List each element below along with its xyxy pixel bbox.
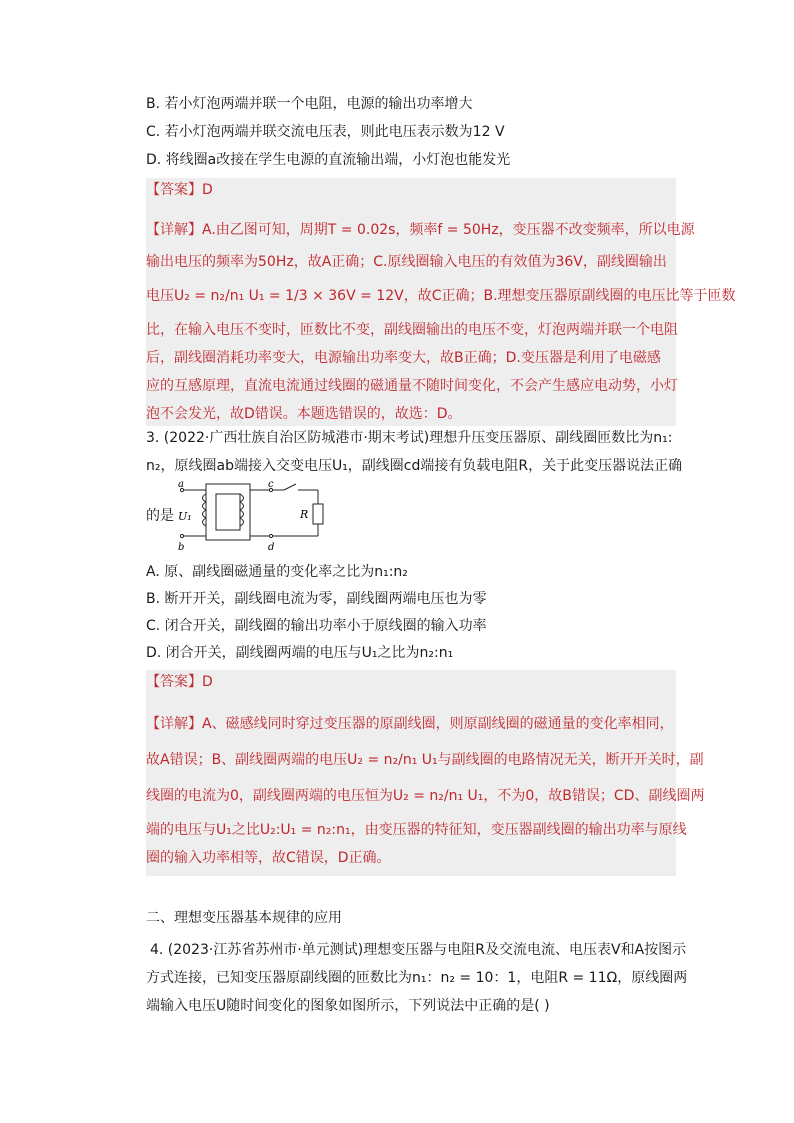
q2-option-c: C. 若小灯泡两端并联交流电压表，则此电压表示数为12 V [146,124,505,140]
q3-detail-line-3: 线圈的电流为0，副线圈两端的电压恒为U₂ = n₂/n₁ U₁，不为0，故B错误；CD、副线圈两 [146,788,705,804]
q2-detail-line-2: 输出电压的频率为50Hz，故A正确；C.原线圈输入电压的有效值为36V，副线圈输出 [146,254,667,270]
q3-option-b: B. 断开开关，副线圈电流为零，副线圈两端电压也为零 [146,591,487,607]
label-a: a [178,480,184,490]
q3-detail-line-1: 【详解】A、磁感线同时穿过变压器的原副线圈，则原副线圈的磁通量的变化率相同， [146,716,674,732]
label-u1: U₁ [178,510,192,523]
q3-detail-line-4: 端的电压与U₁之比U₂:U₁ = n₂:n₁，由变压器的特征知，变压器副线圈的输出功率与原线 [146,822,687,838]
q3-answer: 【答案】D [146,674,213,690]
q3-option-d: D. 闭合开关，副线圈两端的电压与U₁之比为n₂:n₁ [146,645,454,661]
q3-detail-line-5: 圈的输入功率相等，故C错误，D正确。 [146,850,391,866]
label-d: d [268,542,275,552]
label-c: c [268,480,274,490]
q2-option-d: D. 将线圈a改接在学生电源的直流输出端，小灯泡也能发光 [146,152,511,168]
q2-detail-line-3: 电压U₂ = n₂/n₁ U₁ = 1/3 × 36V = 12V，故C正确；B.理想变压器原副线圈的电压比等于匝数 [146,288,736,304]
q2-detail-line-5: 后，副线圈消耗功率变大，电源输出功率变大，故B正确；D.变压器是利用了电磁感 [146,350,661,366]
label-r: R [300,508,309,521]
q2-detail-line-7: 泡不会发光，故D错误。本题选错误的，故选：D。 [146,406,462,422]
transformer-circuit-figure [168,480,333,552]
q2-detail-line-4: 比，在输入电压不变时，匝数比不变，副线圈输出的电压不变，灯泡两端并联一个电阻 [146,322,678,338]
section-heading: 二、理想变压器基本规律的应用 [146,910,342,926]
label-b: b [178,542,185,552]
q4-stem-line-1: 4. (2023·江苏省苏州市·单元测试)理想变压器与电阻R及交流电流、电压表V和A按图示 [150,942,687,958]
q2-detail-line-6: 应的互感原理，直流电流通过线圈的磁通量不随时间变化，不会产生感应电动势，小灯 [146,378,678,394]
q3-option-c: C. 闭合开关，副线圈的输出功率小于原线圈的输入功率 [146,618,487,634]
q3-answer-box [146,670,705,876]
q3-stem-line-2: n₂，原线圈ab端接入交变电压U₁，副线圈cd端接有负载电阻R，关于此变压器说法正确 [146,458,683,474]
q2-answer-box [146,178,736,426]
q2-answer: 【答案】D [146,182,213,198]
q2-detail-line-1: 【详解】A.由乙图可知，周期T = 0.02s，频率f = 50Hz，变压器不改变频率，所以电源 [146,222,695,238]
q4-stem-line-2: 方式连接，已知变压器原副线圈的匝数比为n₁：n₂ = 10：1，电阻R = 11Ω，原线圈两 [146,970,688,986]
q3-stem-line-1: 3. (2022·广西壮族自治区防城港市·期末考试)理想升压变压器原、副线圈匝数比为n₁: [146,430,673,446]
q3-stem-line-3: 的是 [146,508,174,524]
q3-option-a: A. 原、副线圈磁通量的变化率之比为n₁:n₂ [146,564,408,580]
q2-option-b: B. 若小灯泡两端并联一个电阻，电源的输出功率增大 [146,96,473,112]
q3-detail-line-2: 故A错误；B、副线圈两端的电压U₂ = n₂/n₁ U₁与副线圈的电路情况无关，断开开关时，副 [146,752,704,768]
q4-stem-line-3: 端输入电压U随时间变化的图象如图所示，下列说法中正确的是( ) [146,998,550,1014]
